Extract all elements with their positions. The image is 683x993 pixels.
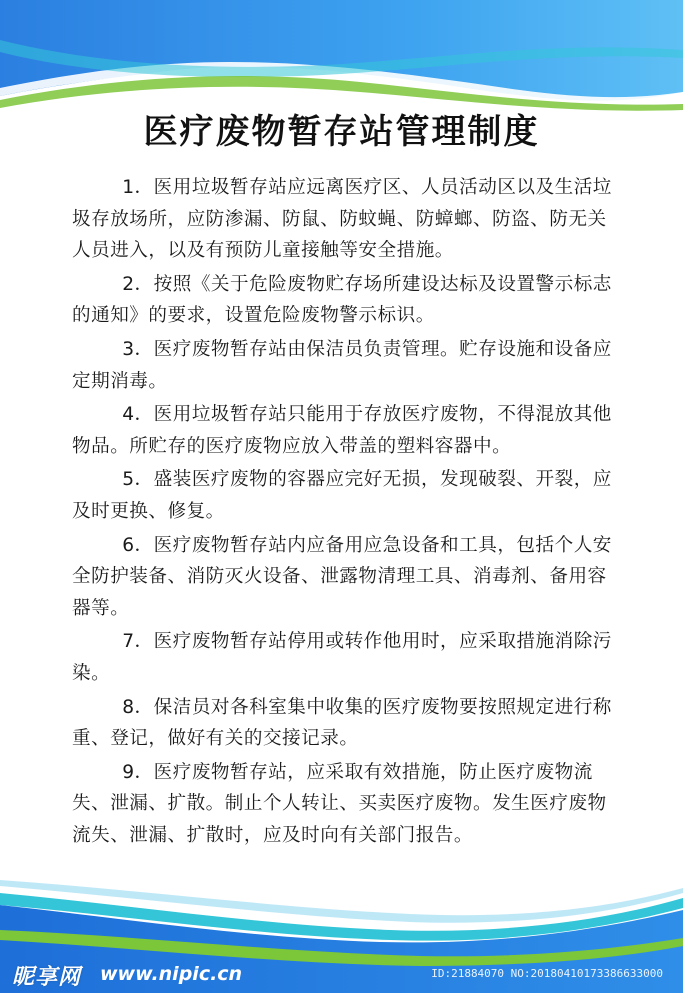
page-title: 医疗废物暂存站管理制度: [143, 112, 540, 152]
rule-5: 5．盛装医疗废物的容器应完好无损，发现破裂、开裂，应及时更换、修复。: [72, 469, 612, 522]
rule-7: 7．医疗废物暂存站停用或转作他用时，应采取措施消除污染。: [72, 631, 612, 684]
rule-3: 3．医疗废物暂存站由保洁员负责管理。贮存设施和设备应定期消毒。: [72, 338, 612, 392]
rule-6: 6．医疗废物暂存站内应备用应急设备和工具，包括个人安全防护装备、消防灭火设备、泄露物清理工具、消毒剂、备用容器等。: [72, 534, 612, 619]
watermark-url: www.nipic.cn: [100, 963, 243, 985]
rule-9: 9．医疗废物暂存站，应采取有效措施，防止医疗废物流失、泄漏、扩散。制止个人转让、买卖医疗废物。发生医疗废物流失、泄漏、扩散时，应及时向有关部门报告。: [72, 761, 607, 846]
rule-8: 8．保洁员对各科室集中收集的医疗废物要按照规定进行称重、登记，做好有关的交接记录。: [72, 696, 612, 750]
top-wave: [0, 0, 683, 111]
rule-1: 1．医用垃圾暂存站应远离医疗区、人员活动区以及生活垃 圾存放场所，应防渗漏、防鼠、防蚊蝇、防蟑螂、防盗、防无关人员进入，以及有预防儿童接触等安全措施。: [72, 177, 612, 262]
watermark-logo: 昵享网: [12, 965, 82, 990]
rules-body: [72, 172, 617, 888]
watermark-id: ID:21884070 NO:20180410173386633000: [431, 967, 663, 980]
rule-4: 4．医用垃圾暂存站只能用于存放医疗废物，不得混放其他物品。所贮存的医疗废物应放入带盖的塑料容器中。: [72, 404, 612, 457]
rule-2: 2．按照《关于危险废物贮存场所建设达标及设置警示标志的通知》的要求，设置危险废物警示标识。: [72, 273, 612, 327]
